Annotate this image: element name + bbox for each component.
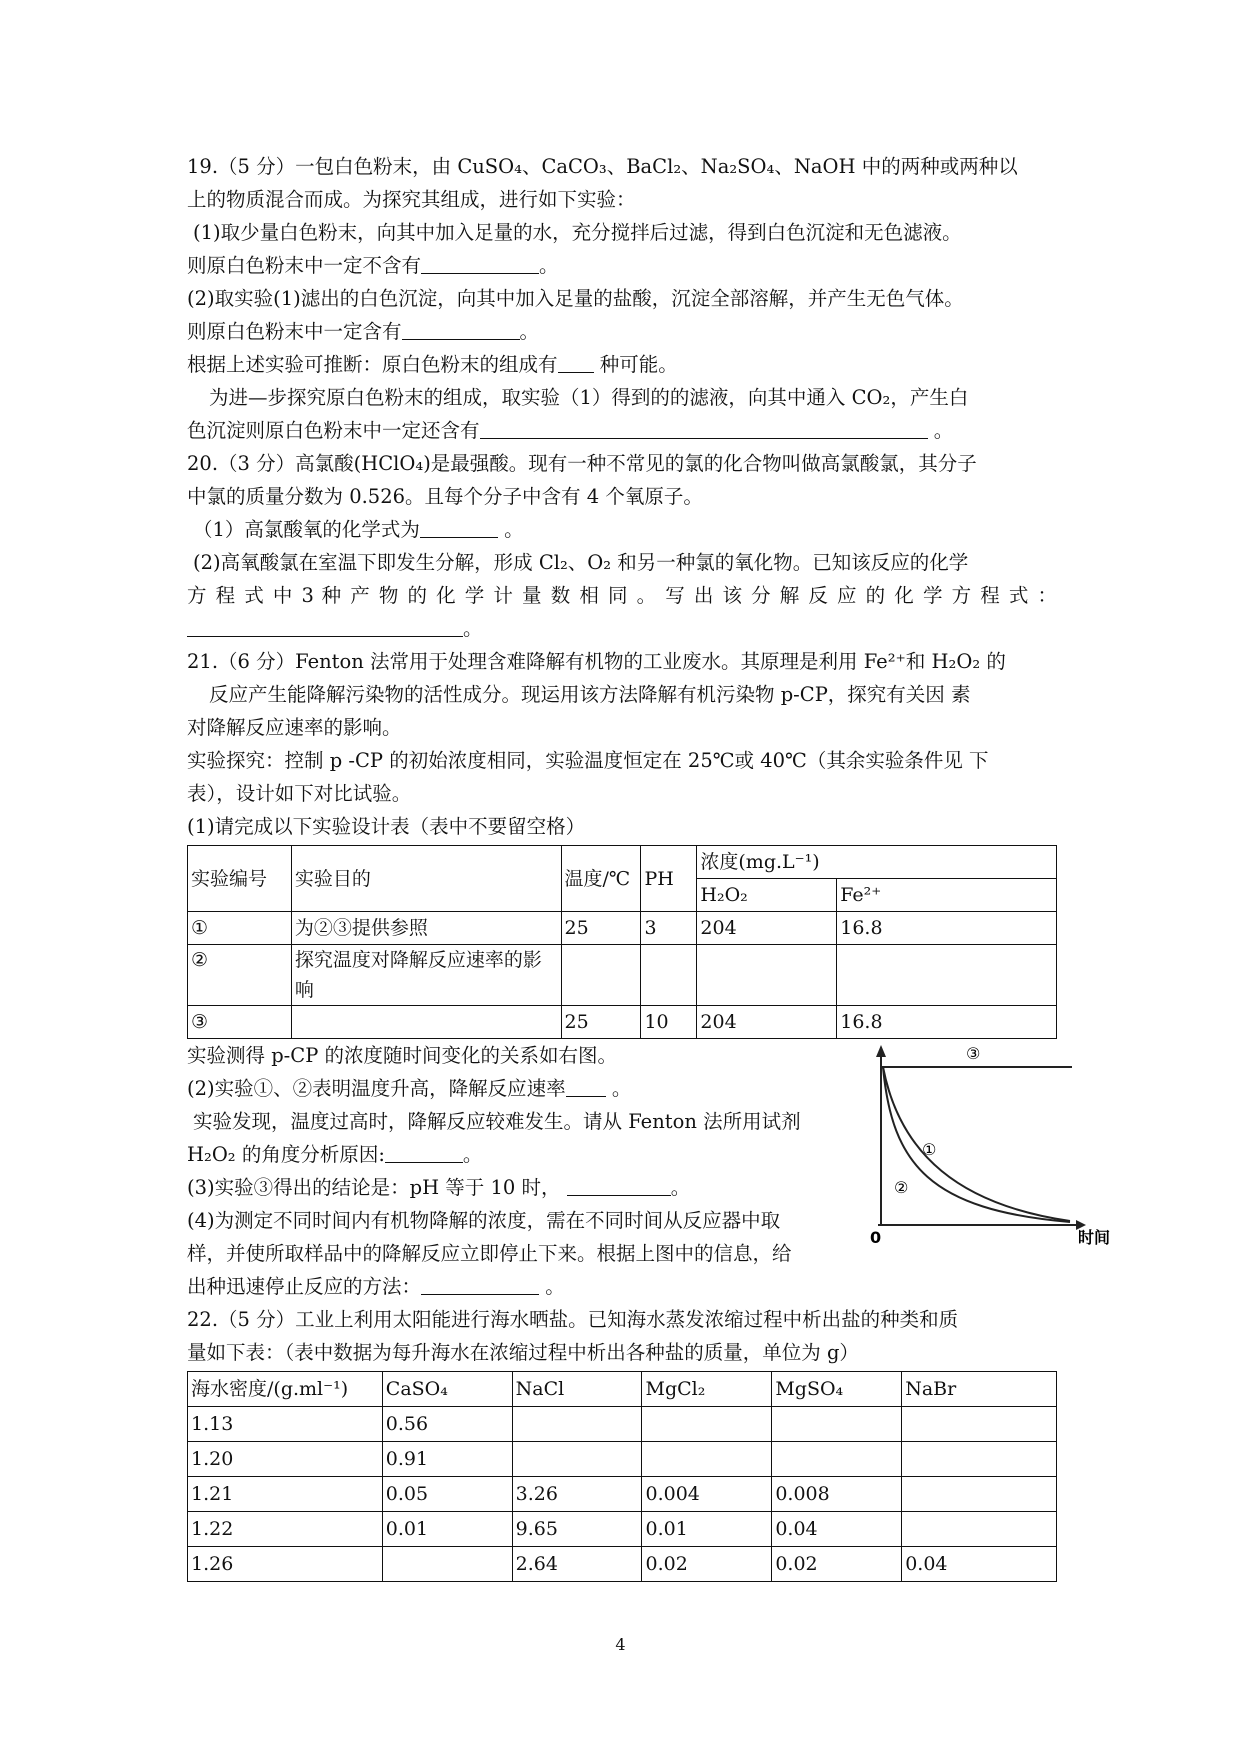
page-number: 4 [615, 1635, 626, 1654]
q20-line-5: 方 程 式 中 3 种 产 物 的 化 学 计 量 数 相 同 。 写 出 该 分 解 反 应 的 化 学 方 程 式 ： [187, 584, 1057, 607]
q21-text: (2)实验①、②表明温度升高，降解反应速率 [187, 1077, 566, 1100]
q21-text: H₂O₂ 的角度分析原因: [187, 1143, 385, 1166]
header-caso4: CaSO₄ [382, 1372, 512, 1407]
q19-text: 种可能。 [593, 353, 678, 376]
table-row [188, 945, 1057, 1006]
cell-salt-mass [642, 1442, 772, 1477]
q21-line-11: (3)实验③得出的结论是：pH 等于 10 时， 。 [187, 1171, 1057, 1204]
q22-line-2: 量如下表：（表中数据为每升海水在浓缩过程中析出各种盐的质量，单位为 g） [187, 1341, 859, 1364]
cell-salt-mass [642, 1407, 772, 1442]
salt-table [187, 1371, 1057, 1582]
q21-text: (3)实验③得出的结论是：pH 等于 10 时， [187, 1176, 561, 1199]
cell-salt-mass: 0.01 [382, 1512, 512, 1547]
cell-density: 1.20 [188, 1442, 383, 1477]
cell-salt-mass [902, 1512, 1057, 1547]
cell-id: ③ [188, 1006, 292, 1039]
x-axis-label: 时间 [1078, 1228, 1111, 1245]
q21-text: 。 [605, 1077, 632, 1100]
cell-salt-mass: 0.91 [382, 1442, 512, 1477]
q19-line-2: 上的物质混合而成。为探究其组成，进行如下实验： [187, 188, 636, 211]
curve-2 [883, 1067, 1070, 1222]
q21-line-10: H₂O₂ 的角度分析原因: 。 [187, 1138, 1057, 1171]
curve-1 [883, 1067, 1070, 1221]
header-h2o2: H₂O₂ [697, 879, 837, 912]
cell-salt-mass [902, 1477, 1057, 1512]
experiment-design-table [187, 845, 1057, 1039]
q19-line-7 [187, 348, 1057, 381]
header-nabr: NaBr [902, 1372, 1057, 1407]
q21-text: 出种迅速停止反应的方法： [187, 1275, 422, 1298]
q21-line-13: 样，并使所取样品中的降解反应立即停止下来。根据上图中的信息，给 [187, 1242, 792, 1265]
cell-temperature: 25 [561, 912, 641, 945]
answer-blank[interactable] [558, 350, 594, 373]
y-axis-arrow-icon [876, 1045, 886, 1057]
cell-salt-mass: 0.008 [772, 1477, 902, 1512]
cell-ph[interactable] [641, 945, 697, 1006]
cell-salt-mass: 0.01 [642, 1512, 772, 1547]
answer-blank[interactable] [480, 416, 928, 439]
answer-blank[interactable] [566, 1074, 606, 1097]
q21-line-12: (4)为测定不同时间内有机物降解的浓度，需在不同时间从反应器中取 [187, 1209, 781, 1232]
cell-fe2: 16.8 [837, 1006, 1057, 1039]
cell-salt-mass [772, 1442, 902, 1477]
curve-2-label: ② [894, 1178, 909, 1197]
cell-salt-mass: 3.26 [512, 1477, 642, 1512]
q20-line-3: （1）高氯酸氧的化学式为 。 [187, 513, 1057, 546]
header-concentration: 浓度(mg.L⁻¹) [697, 846, 1057, 879]
header-mgcl2: MgCl₂ [642, 1372, 772, 1407]
cell-salt-mass: 0.56 [382, 1407, 512, 1442]
cell-salt-mass [382, 1547, 512, 1582]
q19-text: 色沉淀则原白色粉末中一定还含有 [187, 419, 480, 442]
cell-ph: 10 [641, 1006, 697, 1039]
cell-density: 1.26 [188, 1547, 383, 1582]
cell-temperature: 25 [561, 1006, 641, 1039]
cell-temperature[interactable] [561, 945, 641, 1006]
answer-blank[interactable] [567, 1173, 671, 1196]
q19-text: 则原白色粉末中一定不含有 [187, 254, 422, 277]
table-row [188, 1407, 1057, 1442]
curve-1-label: ① [922, 1140, 937, 1159]
cell-density: 1.22 [188, 1512, 383, 1547]
origin-label: 0 [870, 1228, 882, 1245]
table-row [188, 1442, 1057, 1477]
cell-id: ② [188, 945, 292, 1006]
answer-blank[interactable] [421, 1272, 539, 1295]
cell-purpose: 为②③提供参照 [291, 912, 561, 945]
q19-line-8: 为进—步探究原白色粉末的组成，取实验（1）得到的的滤液，向其中通入 CO₂，产生白 [209, 386, 969, 409]
answer-blank[interactable] [187, 614, 463, 637]
cell-salt-mass: 2.64 [512, 1547, 642, 1582]
cell-salt-mass: 0.02 [772, 1547, 902, 1582]
answer-blank[interactable] [420, 515, 498, 538]
q21-line-4: 实验探究：控制 p -CP 的初始浓度相同，实验温度恒定在 25℃或 40℃（其余实验条件见 下 [187, 749, 989, 772]
cell-salt-mass [772, 1407, 902, 1442]
q21-line-5: 表），设计如下对比试验。 [187, 782, 412, 805]
cell-h2o2: 204 [697, 1006, 837, 1039]
q21-line-1: 21.（6 分）Fenton 法常用于处理含难降解有机物的工业废水。其原理是利用 Fe²⁺和 H₂O₂ 的 [187, 650, 1006, 673]
q21-line-14: 出种迅速停止反应的方法： 。 [187, 1270, 1057, 1303]
cell-salt-mass: 0.02 [642, 1547, 772, 1582]
cell-salt-mass [902, 1407, 1057, 1442]
cell-salt-mass: 9.65 [512, 1512, 642, 1547]
cell-salt-mass: 0.05 [382, 1477, 512, 1512]
cell-id: ① [188, 912, 292, 945]
q20-line-1: 20.（3 分）高氯酸(HClO₄)是最强酸。现有一种不常见的氯的化合物叫做高氯酸氯，其分子 [187, 452, 977, 475]
cell-density: 1.21 [188, 1477, 383, 1512]
cell-salt-mass [512, 1442, 642, 1477]
q21-line-2: 反应产生能降解污染物的活性成分。现运用该方法降解有机污染物 p-CP，探究有关因 素 [209, 683, 971, 706]
cell-purpose[interactable] [291, 1006, 561, 1039]
header-experiment-id: 实验编号 [188, 846, 292, 912]
cell-h2o2[interactable] [697, 945, 837, 1006]
cell-density: 1.13 [188, 1407, 383, 1442]
concentration-time-figure [870, 1045, 1130, 1245]
header-fe2: Fe²⁺ [837, 879, 1057, 912]
answer-blank[interactable] [385, 1140, 463, 1163]
q19-line-5: (2)取实验(1)滤出的白色沉淀，向其中加入足量的盐酸，沉淀全部溶解，并产生无色气体。 [187, 287, 964, 310]
q20-line-4: (2)高氧酸氯在室温下即发生分解，形成 Cl₂、O₂ 和另一种氯的氧化物。已知该反应的化学 [193, 551, 969, 574]
cell-salt-mass [512, 1407, 642, 1442]
q19-line-3: (1)取少量白色粉末，向其中加入足量的水，充分搅拌后过滤，得到白色沉淀和无色滤液。 [193, 221, 962, 244]
header-ph: PH [641, 846, 697, 912]
q21-line-7: 实验测得 p-CP 的浓度随时间变化的关系如右图。 [187, 1044, 618, 1067]
exam-page [187, 150, 1057, 1582]
header-nacl: NaCl [512, 1372, 642, 1407]
table-row [188, 1477, 1057, 1512]
cell-fe2[interactable] [837, 945, 1057, 1006]
q19-line-9: 色沉淀则原白色粉末中一定还含有 。 [187, 414, 1057, 447]
cell-ph: 3 [641, 912, 697, 945]
header-purpose: 实验目的 [291, 846, 561, 912]
q21-line-3: 对降解反应速率的影响。 [187, 716, 402, 739]
q19-text: 根据上述实验可推断：原白色粉末的组成有 [187, 353, 558, 376]
answer-blank[interactable] [421, 251, 539, 274]
q20-line-6: 。 [187, 612, 1057, 645]
q20-line-2: 中氯的质量分数为 0.526。且每个分子中含有 4 个氧原子。 [187, 485, 703, 508]
q22-line-1: 22.（5 分）工业上利用太阳能进行海水晒盐。已知海水蒸发浓缩过程中析出盐的种类和质 [187, 1308, 959, 1331]
header-mgso4: MgSO₄ [772, 1372, 902, 1407]
q21-line-9: 实验发现，温度过高时，降解反应较难发生。请从 Fenton 法所用试剂 [193, 1110, 801, 1133]
header-temperature: 温度/℃ [561, 846, 641, 912]
table-row [188, 1006, 1057, 1039]
cell-salt-mass: 0.004 [642, 1477, 772, 1512]
q21-line-6: (1)请完成以下实验设计表（表中不要留空格） [187, 815, 586, 838]
answer-blank[interactable] [402, 317, 520, 340]
table-row [188, 1512, 1057, 1547]
table-row [188, 912, 1057, 945]
q19-line-6: 则原白色粉末中一定含有 。 [187, 315, 1057, 348]
table-row [188, 1547, 1057, 1582]
cell-purpose: 探究温度对降解反应速率的影响 [291, 945, 561, 1006]
q19-line-4: 则原白色粉末中一定不含有 。 [187, 249, 1057, 282]
cell-salt-mass: 0.04 [902, 1547, 1057, 1582]
salt-table-header [188, 1372, 1057, 1407]
q19-text: 则原白色粉末中一定含有 [187, 320, 402, 343]
curve-3-label: ③ [966, 1045, 981, 1063]
cell-salt-mass: 0.04 [772, 1512, 902, 1547]
cell-h2o2: 204 [697, 912, 837, 945]
header-density: 海水密度/(g.ml⁻¹) [188, 1372, 383, 1407]
q20-text: （1）高氯酸氧的化学式为 [193, 518, 420, 541]
cell-fe2: 16.8 [837, 912, 1057, 945]
q19-line-1: 19.（5 分）一包白色粉末，由 CuSO₄、CaCO₃、BaCl₂、Na₂SO₄、NaOH 中的两种或两种以 [187, 155, 1018, 178]
cell-salt-mass [902, 1442, 1057, 1477]
